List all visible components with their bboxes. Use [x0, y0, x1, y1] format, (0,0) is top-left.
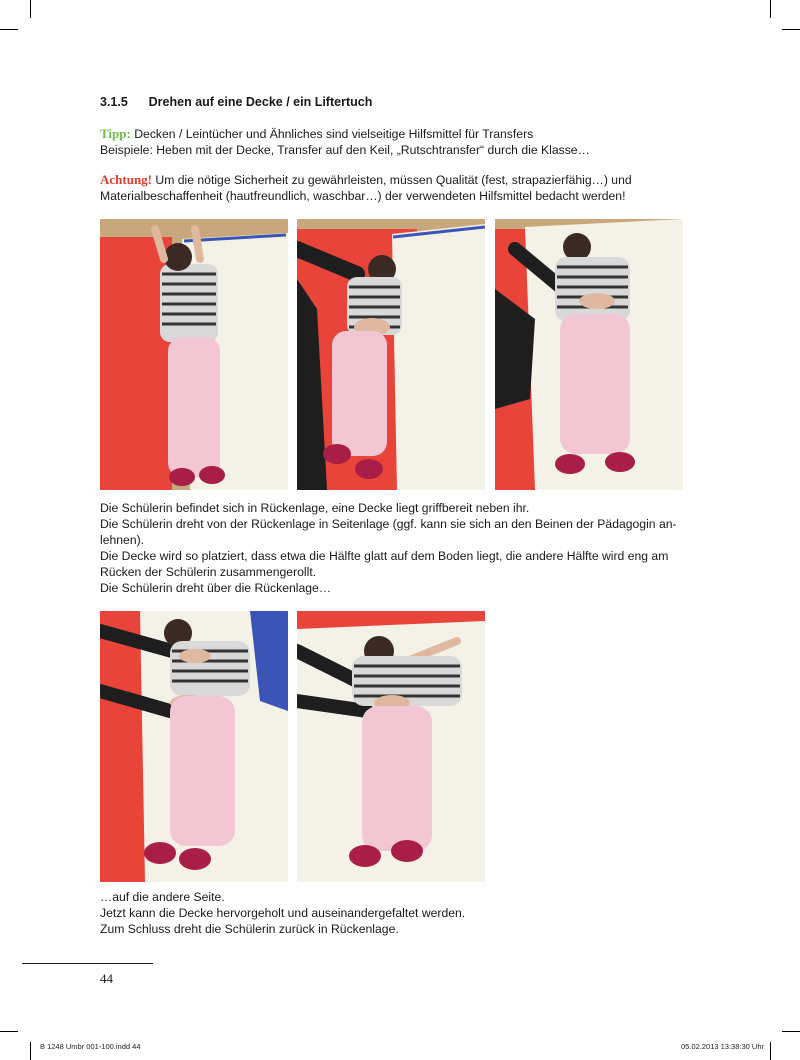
photo-side-lying: [297, 219, 485, 490]
section-number: 3.1.5: [100, 95, 128, 109]
tip-paragraph: [100, 126, 590, 158]
slug-right: 05.02.2013 13:38:30 Uhr: [681, 1042, 764, 1051]
caption-line: Die Schülerin dreht über die Rückenlage…: [100, 581, 332, 595]
tip-label: Tipp:: [100, 126, 131, 141]
photo-unfold-blanket: [297, 611, 485, 882]
caption-line: Jetzt kann die Decke hervorgeholt und auseinandergefaltet werden.: [100, 906, 466, 920]
crop-mark: [0, 29, 18, 30]
warning-text-cont: Materialbeschaffenheit (hautfreundlich, waschbar…) der verwendeten Hilfsmittel bedacht werden!: [100, 189, 626, 203]
crop-mark: [782, 29, 800, 30]
caption-row-1: [100, 500, 690, 596]
crop-mark: [770, 0, 771, 18]
tip-text: Decken / Leintücher und Ähnliches sind vielseitige Hilfsmittel für Transfers: [134, 127, 534, 141]
photo-supine-start: [100, 219, 288, 490]
slug-left: B 1248 Umbr 001-100.indd 44: [40, 1042, 141, 1051]
section-title: Drehen auf eine Decke / ein Liftertuch: [148, 95, 373, 109]
tip-examples: Beispiele: Heben mit der Decke, Transfer auf den Keil, „Rutschtransfer“ durch die Klasse…: [100, 143, 590, 157]
photo-turn-other-side: [100, 611, 288, 882]
crop-mark: [782, 1031, 800, 1032]
footer-rule: [22, 963, 153, 964]
photo-blanket-placed: [495, 219, 683, 490]
crop-mark: [30, 1042, 31, 1060]
caption-line: Zum Schluss dreht die Schülerin zurück in Rückenlage.: [100, 922, 399, 936]
warning-paragraph: [100, 172, 632, 204]
warning-text: Um die nötige Sicherheit zu gewährleisten, müssen Qualität (fest, strapazierfähig…) und: [155, 173, 632, 187]
page-number: 44: [100, 971, 113, 986]
caption-line: Rücken der Schülerin zusammengerollt.: [100, 565, 317, 579]
warning-label: Achtung!: [100, 172, 153, 187]
section-heading: [100, 95, 372, 109]
caption-line: Die Schülerin befindet sich in Rückenlage, eine Decke liegt griffbereit neben ihr.: [100, 501, 530, 515]
caption-row-2: [100, 889, 690, 937]
caption-line: Die Schülerin dreht von der Rückenlage in Seitenlage (ggf. kann sie sich an den Beinen der Pädagogin an-: [100, 517, 677, 531]
crop-mark: [0, 1031, 18, 1032]
crop-mark: [770, 1042, 771, 1060]
caption-line: Die Decke wird so platziert, dass etwa die Hälfte glatt auf dem Boden liegt, die andere Hälfte wird eng am: [100, 549, 669, 563]
caption-line: …auf die andere Seite.: [100, 890, 225, 904]
crop-mark: [30, 0, 31, 18]
caption-line: lehnen).: [100, 533, 145, 547]
